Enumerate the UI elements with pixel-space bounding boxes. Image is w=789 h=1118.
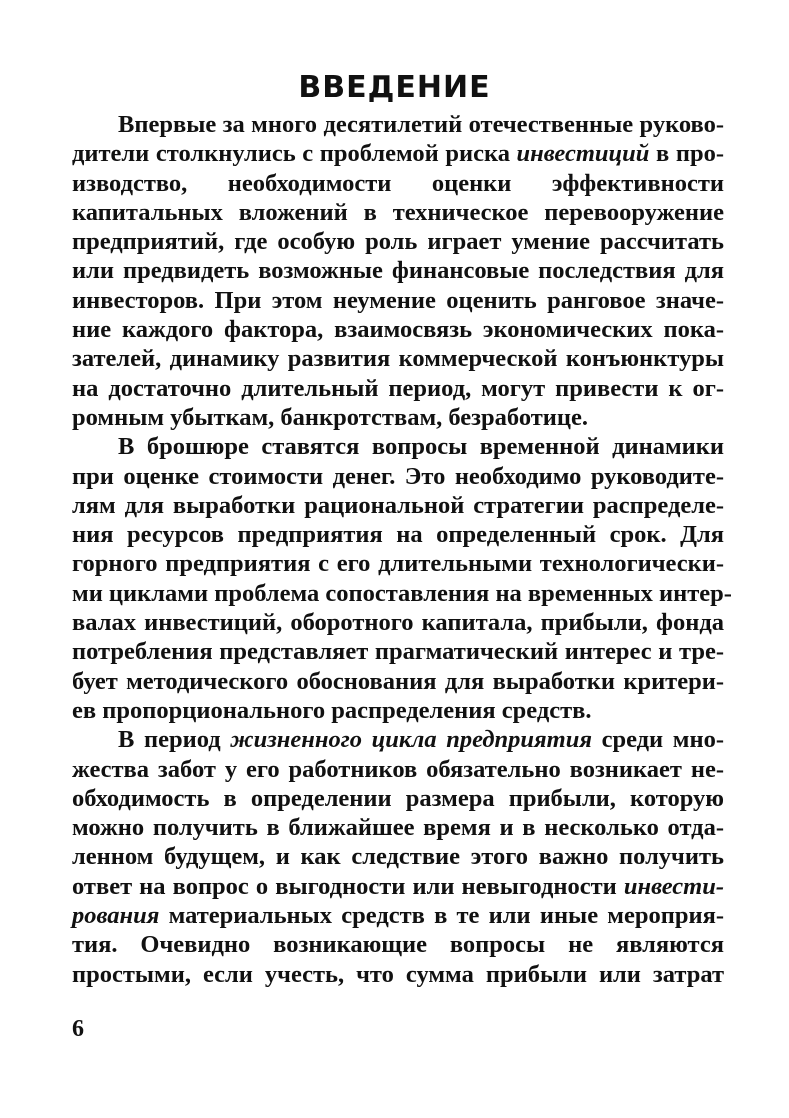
text-line xyxy=(72,813,724,842)
text-segment: материальных средств в те или иные мероприя- xyxy=(159,902,724,930)
text-segment: изводство, необходимости оценки эффективности xyxy=(72,169,724,197)
text-line xyxy=(72,755,724,784)
text-segment: простыми, если учесть, что сумма прибыли или затрат xyxy=(72,960,724,988)
text-line xyxy=(72,315,724,344)
text-segment: дители столкнулись с проблемой риска xyxy=(72,140,517,168)
text-segment: ленном будущем, и как следствие этого важно получить xyxy=(72,843,724,871)
text-segment: или предвидеть возможные финансовые последствия для xyxy=(72,257,724,285)
body-text xyxy=(72,110,732,989)
text-line xyxy=(72,110,724,139)
text-line xyxy=(72,432,724,461)
text-segment: ния ресурсов предприятия на определенный срок. Для xyxy=(72,521,724,549)
paragraph xyxy=(72,432,732,725)
text-segment: ромным убыткам, банкротствам, безработице. xyxy=(72,403,589,431)
text-segment: тия. Очевидно возникающие вопросы не являются xyxy=(72,931,724,959)
text-line xyxy=(72,608,724,637)
text-line xyxy=(72,637,724,666)
text-segment: ответ на вопрос о выгодности или невыгодности xyxy=(72,872,624,900)
text-segment: инвесторов. При этом неумение оценить ранговое значе- xyxy=(72,286,724,314)
text-segment: капитальных вложений в техническое перевооружение xyxy=(72,198,724,226)
text-line xyxy=(72,579,732,608)
text-segment: зателей, динамику развития коммерческой конъюнктуры xyxy=(72,345,724,373)
text-line xyxy=(72,491,724,520)
text-line xyxy=(72,403,724,432)
text-line xyxy=(72,696,724,725)
text-segment: ми циклами проблема сопоставления на временных интер- xyxy=(72,579,732,607)
text-segment: В период xyxy=(118,726,231,754)
text-segment: бует методического обоснования для выработки критери- xyxy=(72,667,724,695)
italic-term: жизненного цикла предприятия xyxy=(230,726,592,754)
text-line xyxy=(72,520,724,549)
text-segment: ев пропорционального распределения средств. xyxy=(72,696,592,724)
text-line xyxy=(72,344,724,373)
text-segment: можно получить в ближайшее время и в несколько отда- xyxy=(72,814,724,842)
text-segment: Впервые за много десятилетий отечественные руково- xyxy=(118,111,724,138)
text-line xyxy=(72,198,724,227)
text-line xyxy=(72,667,724,696)
paragraph xyxy=(72,725,724,989)
italic-term: инвестиций xyxy=(516,140,650,168)
text-line xyxy=(72,872,724,901)
text-segment: лям для выработки рациональной стратегии распределе- xyxy=(72,491,724,519)
text-line xyxy=(72,139,724,168)
text-segment: горного предприятия с его длительными технологически- xyxy=(72,550,724,578)
text-line xyxy=(72,169,724,198)
text-line xyxy=(72,549,724,578)
text-line xyxy=(72,930,724,959)
text-segment: при оценке стоимости денег. Это необходимо руководите- xyxy=(72,462,724,490)
text-segment: валах инвестиций, оборотного капитала, прибыли, фонда xyxy=(72,609,724,637)
italic-term: инвести- xyxy=(623,872,724,900)
text-line xyxy=(72,725,724,754)
page-title: ВВЕДЕНИЕ xyxy=(298,70,491,105)
text-line xyxy=(72,286,724,315)
text-line xyxy=(72,227,724,256)
text-line xyxy=(72,784,724,813)
text-segment: в про- xyxy=(649,140,724,168)
text-segment: В брошюре ставятся вопросы временной динамики xyxy=(118,433,724,461)
text-segment: жества забот у его работников обязательно возникает не- xyxy=(72,755,724,783)
text-line xyxy=(72,842,724,871)
text-line xyxy=(72,462,724,491)
text-segment: предприятий, где особую роль играет умение рассчитать xyxy=(72,228,724,256)
text-line xyxy=(72,256,724,285)
text-segment: среди мно- xyxy=(591,726,724,754)
text-segment: обходимость в определении размера прибыли, которую xyxy=(72,784,724,812)
text-line xyxy=(72,374,724,403)
text-segment: потребления представляет прагматический интерес и тре- xyxy=(72,638,724,666)
italic-term: рования xyxy=(72,902,160,930)
text-segment: на достаточно длительный период, могут привести к ог- xyxy=(72,374,724,402)
text-line xyxy=(72,960,724,989)
text-segment: ние каждого фактора, взаимосвязь экономических пока- xyxy=(72,316,724,344)
page-number: 6 xyxy=(72,1016,84,1042)
text-line xyxy=(72,901,724,930)
paragraph xyxy=(72,110,724,432)
